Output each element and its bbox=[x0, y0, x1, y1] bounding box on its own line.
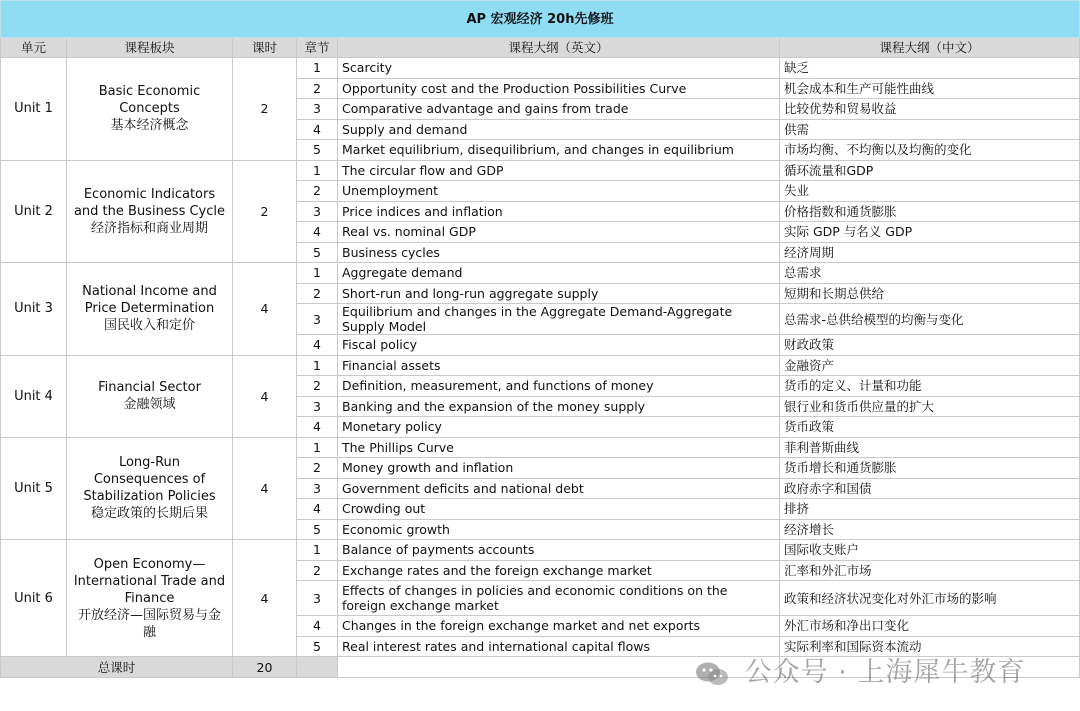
block-name-zh: 国民收入和定价 bbox=[103, 318, 195, 334]
outline-en: The Phillips Curve bbox=[338, 437, 780, 458]
block-name-zh: 金融领域 bbox=[123, 397, 176, 412]
unit-cell: Unit 5 bbox=[1, 437, 67, 540]
outline-en: Fiscal policy bbox=[338, 335, 780, 356]
outline-zh: 机会成本和生产可能性曲线 bbox=[780, 78, 1080, 99]
table-row bbox=[1, 437, 1080, 458]
header-section: 章节 bbox=[297, 38, 338, 58]
outline-en: Unemployment bbox=[338, 181, 780, 202]
section-number: 1 bbox=[297, 160, 338, 181]
wechat-icon bbox=[695, 661, 729, 687]
outline-en: Monetary policy bbox=[338, 417, 780, 438]
section-number: 3 bbox=[297, 201, 338, 222]
section-number: 5 bbox=[297, 519, 338, 540]
outline-zh: 经济周期 bbox=[780, 242, 1080, 263]
total-hours-label: 总课时 bbox=[1, 657, 233, 678]
header-block: 课程板块 bbox=[67, 38, 233, 58]
block-cell bbox=[67, 160, 233, 263]
block-cell bbox=[67, 58, 233, 161]
section-number: 4 bbox=[297, 616, 338, 637]
outline-zh: 货币的定义、计量和功能 bbox=[780, 376, 1080, 397]
section-number: 1 bbox=[297, 437, 338, 458]
section-number: 5 bbox=[297, 636, 338, 657]
outline-zh: 货币政策 bbox=[780, 417, 1080, 438]
outline-en: Equilibrium and changes in the Aggregate Demand-Aggregate Supply Model bbox=[338, 304, 780, 335]
block-name-en: Economic Indicators and the Business Cycle bbox=[73, 186, 226, 219]
outline-zh: 政策和经济状况变化对外汇市场的影响 bbox=[780, 581, 1080, 616]
block-cell bbox=[67, 355, 233, 437]
watermark bbox=[695, 650, 1025, 689]
outline-en: Economic growth bbox=[338, 519, 780, 540]
outline-zh: 政府赤字和国债 bbox=[780, 478, 1080, 499]
block-name-en: Financial Sector bbox=[98, 380, 201, 395]
section-number: 1 bbox=[297, 58, 338, 79]
block-name-zh: 经济指标和商业周期 bbox=[90, 220, 208, 236]
outline-en: Exchange rates and the foreign exchange market bbox=[338, 560, 780, 581]
outline-zh: 经济增长 bbox=[780, 519, 1080, 540]
hours-cell: 4 bbox=[233, 355, 297, 437]
unit-cell: Unit 6 bbox=[1, 540, 67, 657]
table-row bbox=[1, 355, 1080, 376]
outline-zh: 银行业和货币供应量的扩大 bbox=[780, 396, 1080, 417]
block-name-en: National Income and Price Determination bbox=[82, 284, 217, 317]
section-number: 5 bbox=[297, 140, 338, 161]
section-number: 2 bbox=[297, 283, 338, 304]
outline-zh: 循环流量和GDP bbox=[780, 160, 1080, 181]
block-name-zh: 稳定政策的长期后果 bbox=[90, 506, 208, 522]
outline-en: The circular flow and GDP bbox=[338, 160, 780, 181]
outline-en: Changes in the foreign exchange market and net exports bbox=[338, 616, 780, 637]
block-name-en: Long-Run Consequences of Stabilization Policies bbox=[83, 455, 216, 505]
block-cell bbox=[67, 263, 233, 356]
section-number: 4 bbox=[297, 119, 338, 140]
header-outline-zh: 课程大纲（中文） bbox=[780, 38, 1080, 58]
outline-en: Aggregate demand bbox=[338, 263, 780, 284]
outline-zh: 外汇市场和净出口变化 bbox=[780, 616, 1080, 637]
outline-en: Crowding out bbox=[338, 499, 780, 520]
table-row bbox=[1, 58, 1080, 79]
section-number: 3 bbox=[297, 99, 338, 120]
section-number: 1 bbox=[297, 355, 338, 376]
header-unit: 单元 bbox=[1, 38, 67, 58]
section-number: 1 bbox=[297, 540, 338, 561]
table-row bbox=[1, 160, 1080, 181]
hours-cell: 2 bbox=[233, 160, 297, 263]
table-body bbox=[1, 58, 1080, 657]
table-row bbox=[1, 540, 1080, 561]
outline-zh: 金融资产 bbox=[780, 355, 1080, 376]
outline-en: Effects of changes in policies and economic conditions on the foreign exchange market bbox=[338, 581, 780, 616]
outline-zh: 比较优势和贸易收益 bbox=[780, 99, 1080, 120]
header-hours: 课时 bbox=[233, 38, 297, 58]
outline-en: Balance of payments accounts bbox=[338, 540, 780, 561]
outline-en: Short-run and long-run aggregate supply bbox=[338, 283, 780, 304]
outline-zh: 价格指数和通货膨胀 bbox=[780, 201, 1080, 222]
block-cell bbox=[67, 540, 233, 657]
block-name-zh: 基本经济概念 bbox=[110, 118, 189, 134]
outline-zh: 供需 bbox=[780, 119, 1080, 140]
section-number: 4 bbox=[297, 417, 338, 438]
outline-en: Government deficits and national debt bbox=[338, 478, 780, 499]
outline-en: Real vs. nominal GDP bbox=[338, 222, 780, 243]
outline-zh: 缺乏 bbox=[780, 58, 1080, 79]
outline-en: Banking and the expansion of the money supply bbox=[338, 396, 780, 417]
outline-en: Business cycles bbox=[338, 242, 780, 263]
block-name-en: Open Economy—International Trade and Finance bbox=[73, 556, 226, 606]
outline-zh: 实际 GDP 与名义 GDP bbox=[780, 222, 1080, 243]
section-number: 3 bbox=[297, 304, 338, 335]
block-cell bbox=[67, 437, 233, 540]
section-number: 4 bbox=[297, 335, 338, 356]
outline-en: Price indices and inflation bbox=[338, 201, 780, 222]
section-number: 2 bbox=[297, 78, 338, 99]
section-number: 1 bbox=[297, 263, 338, 284]
outline-en: Real interest rates and international capital flows bbox=[338, 636, 780, 657]
section-number: 3 bbox=[297, 396, 338, 417]
section-number: 5 bbox=[297, 242, 338, 263]
outline-zh: 总需求-总供给模型的均衡与变化 bbox=[780, 304, 1080, 335]
header-outline-en: 课程大纲（英文） bbox=[338, 38, 780, 58]
outline-zh: 短期和长期总供给 bbox=[780, 283, 1080, 304]
unit-cell: Unit 1 bbox=[1, 58, 67, 161]
section-number: 3 bbox=[297, 581, 338, 616]
hours-cell: 4 bbox=[233, 263, 297, 356]
section-number: 3 bbox=[297, 478, 338, 499]
outline-zh: 国际收支账户 bbox=[780, 540, 1080, 561]
table-title: AP 宏观经济 20h先修班 bbox=[1, 1, 1080, 38]
outline-zh: 失业 bbox=[780, 181, 1080, 202]
section-number: 2 bbox=[297, 560, 338, 581]
unit-cell: Unit 2 bbox=[1, 160, 67, 263]
outline-en: Comparative advantage and gains from trade bbox=[338, 99, 780, 120]
footer-blank-section bbox=[297, 657, 338, 678]
section-number: 2 bbox=[297, 458, 338, 479]
outline-zh: 排挤 bbox=[780, 499, 1080, 520]
total-hours-value: 20 bbox=[233, 657, 297, 678]
block-name-en: Basic Economic Concepts bbox=[98, 84, 201, 117]
outline-en: Definition, measurement, and functions of money bbox=[338, 376, 780, 397]
section-number: 4 bbox=[297, 222, 338, 243]
outline-en: Supply and demand bbox=[338, 119, 780, 140]
unit-cell: Unit 3 bbox=[1, 263, 67, 356]
outline-zh: 市场均衡、不均衡以及均衡的变化 bbox=[780, 140, 1080, 161]
outline-en: Money growth and inflation bbox=[338, 458, 780, 479]
outline-zh: 汇率和外汇市场 bbox=[780, 560, 1080, 581]
outline-en: Financial assets bbox=[338, 355, 780, 376]
outline-zh: 货币增长和通货膨胀 bbox=[780, 458, 1080, 479]
section-number: 2 bbox=[297, 376, 338, 397]
watermark-text: 公众号 · 上海犀牛教育 bbox=[744, 657, 1026, 688]
table-row bbox=[1, 263, 1080, 284]
outline-zh: 总需求 bbox=[780, 263, 1080, 284]
outline-en: Scarcity bbox=[338, 58, 780, 79]
outline-zh: 财政政策 bbox=[780, 335, 1080, 356]
outline-en: Opportunity cost and the Production Possibilities Curve bbox=[338, 78, 780, 99]
hours-cell: 4 bbox=[233, 540, 297, 657]
hours-cell: 2 bbox=[233, 58, 297, 161]
outline-en: Market equilibrium, disequilibrium, and changes in equilibrium bbox=[338, 140, 780, 161]
section-number: 2 bbox=[297, 181, 338, 202]
section-number: 4 bbox=[297, 499, 338, 520]
outline-zh: 菲利普斯曲线 bbox=[780, 437, 1080, 458]
outline-zh: 实际利率和国际资本流动 bbox=[780, 636, 1080, 657]
unit-cell: Unit 4 bbox=[1, 355, 67, 437]
block-name-zh: 开放经济—国际贸易与金融 bbox=[77, 607, 221, 640]
hours-cell: 4 bbox=[233, 437, 297, 540]
